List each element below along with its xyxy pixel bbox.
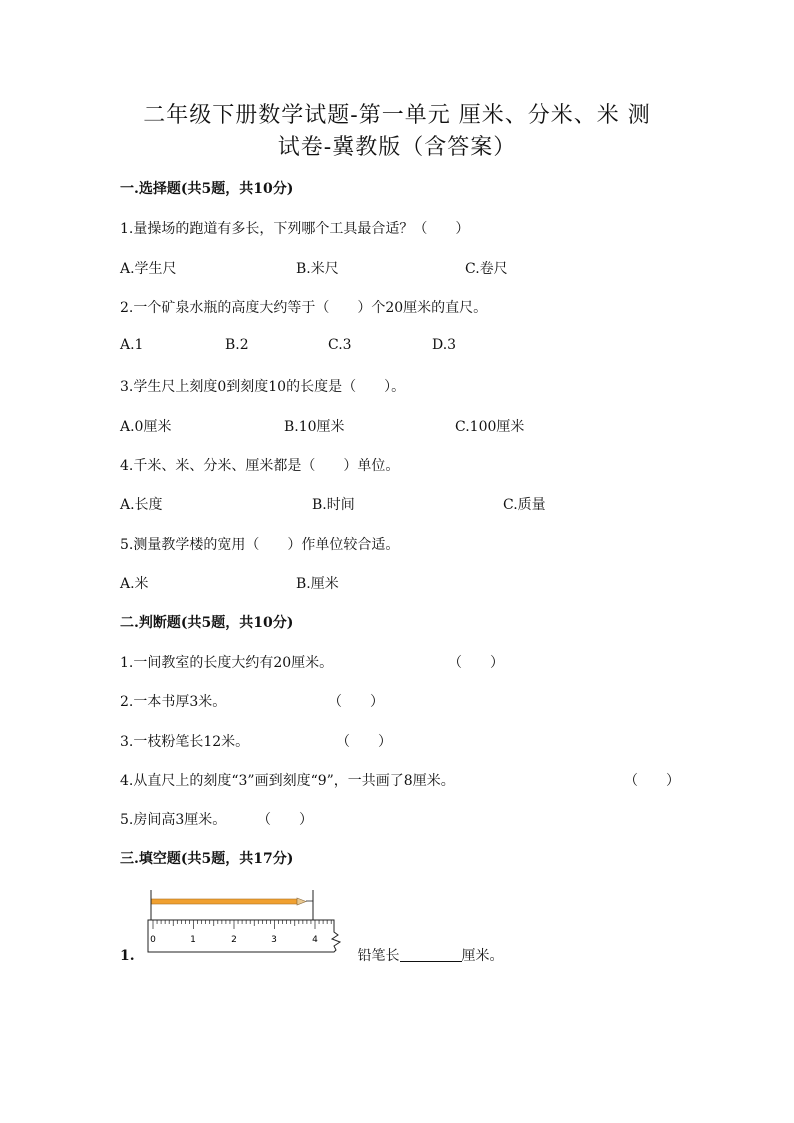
judge-2-answer-paren[interactable]: （ ） [328,694,384,710]
document-title-line1: 二年级下册数学试题-第一单元 厘米、分米、米 测 [143,103,651,128]
judge-question-2: 2.一本书厚3米。 [120,694,227,710]
pencil-body [151,899,297,904]
choice-question-2: 2.一个矿泉水瓶的高度大约等于（ ）个20厘米的直尺。 [120,300,488,316]
choice-1-option-a: A.学生尺 [120,261,177,277]
judge-4-answer-paren[interactable]: （ ） [624,773,680,789]
document-title-line2: 试卷-冀教版（含答案） [277,135,517,160]
choice-2-option-a: A.1 [120,337,144,353]
judge-question-4: 4.从直尺上的刻度“3”画到刻度“9”，一共画了8厘米。 [120,773,455,789]
choice-3-option-b: B.10厘米 [284,419,345,435]
ruler-label-4: 4 [312,935,318,945]
choice-question-5: 5.测量教学楼的宽用（ ）作单位较合适。 [120,537,400,553]
choice-question-4: 4.千米、米、分米、厘米都是（ ）单位。 [120,458,400,474]
choice-3-option-a: A.0厘米 [120,419,172,435]
choice-2-option-b: B.2 [225,337,249,353]
ruler-label-0: 0 [150,935,156,945]
section-heading-fill: 三.填空题(共5题，共17分) [120,851,294,867]
ruler-label-2: 2 [231,935,237,945]
choice-4-option-b: B.时间 [312,497,355,513]
judge-question-3: 3.一枝粉笔长12米。 [120,734,250,750]
choice-5-option-b: B.厘米 [296,576,339,592]
choice-3-option-c: C.100厘米 [455,419,525,435]
pencil-tip [297,898,306,905]
fill-question-1-number: 1. [120,948,135,964]
choice-4-option-c: C.质量 [503,497,546,513]
judge-3-answer-paren[interactable]: （ ） [336,734,392,750]
choice-1-option-b: B.米尺 [296,261,339,277]
choice-question-3: 3.学生尺上刻度0到刻度10的长度是（ ）。 [120,379,406,395]
section-heading-choice: 一.选择题(共5题，共10分) [120,181,294,197]
judge-5-answer-paren[interactable]: （ ） [257,812,313,828]
fill-question-1-before: 铅笔长 [357,948,400,964]
fill-question-1-blank[interactable] [400,947,462,962]
choice-1-option-c: C.卷尺 [465,261,508,277]
judge-1-answer-paren[interactable]: （ ） [448,655,504,671]
judge-question-5: 5.房间高3厘米。 [120,812,227,828]
choice-4-option-a: A.长度 [120,497,163,513]
choice-5-option-a: A.米 [120,576,149,592]
section-heading-judge: 二.判断题(共5题，共10分) [120,615,294,631]
ruler-label-1: 1 [190,935,196,945]
fill-question-1-after: 厘米。 [461,948,504,964]
ruler-label-3: 3 [271,935,277,945]
choice-question-1: 1.量操场的跑道有多长，下列哪个工具最合适？（ ） [120,221,470,237]
choice-2-option-c: C.3 [328,337,352,353]
choice-2-option-d: D.3 [432,337,457,353]
fill-question-1 [120,945,504,965]
judge-question-1: 1.一间教室的长度大约有20厘米。 [120,655,334,671]
